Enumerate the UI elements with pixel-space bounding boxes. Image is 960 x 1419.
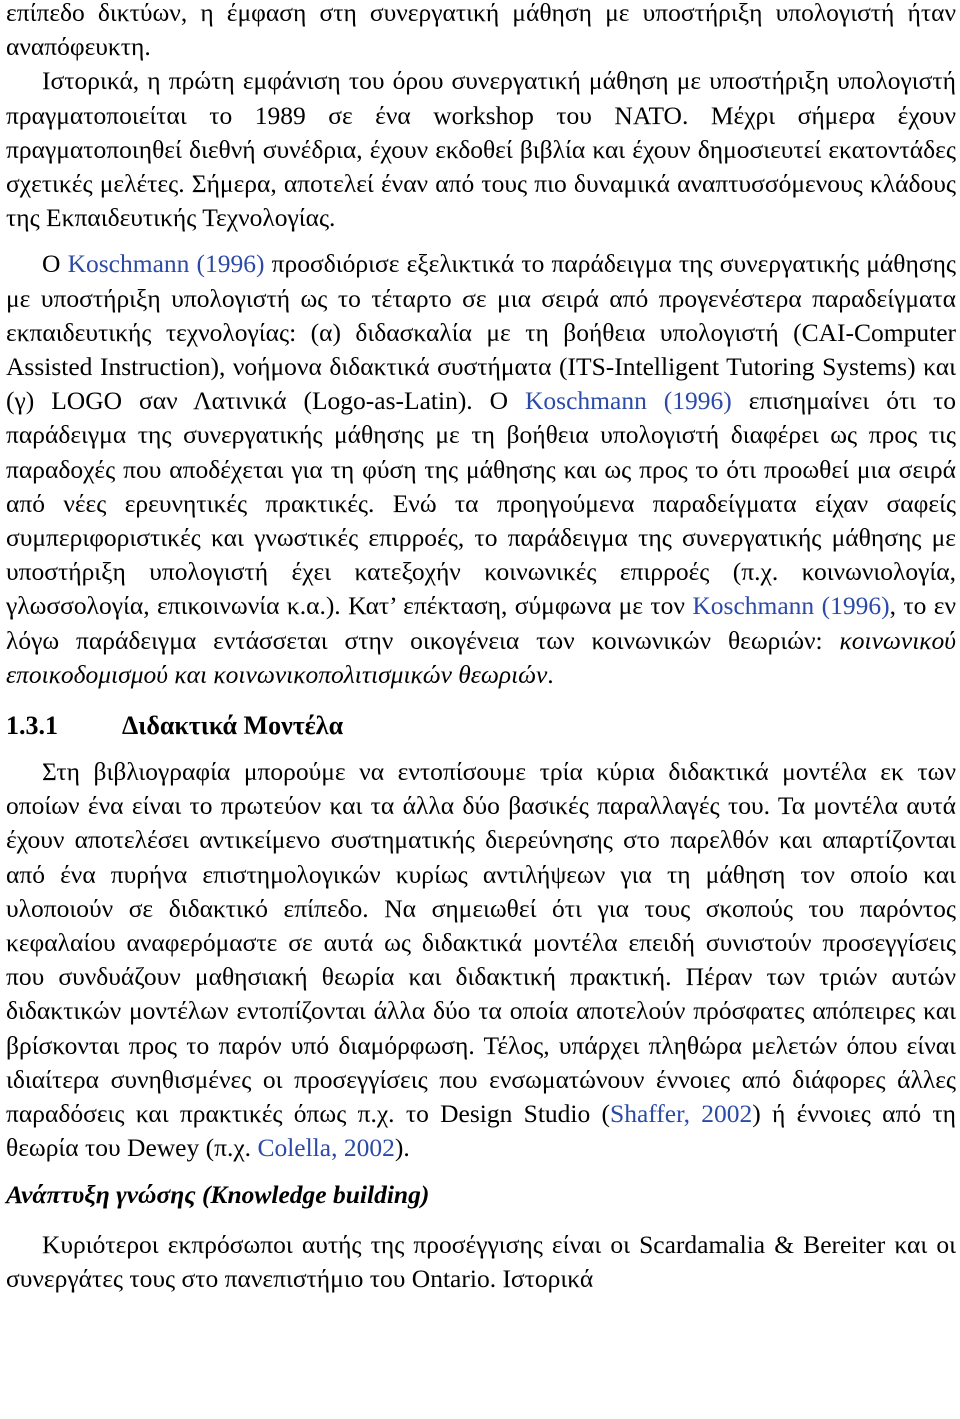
section-heading xyxy=(6,709,956,755)
emphasized-text: κοινωνικού εποικοδομισμού και κοινωνικοπολιτισμικών θεωριών xyxy=(6,625,956,689)
paragraph-continuation: επίπεδο δικτύων, η έμφαση στη συνεργατική μάθηση με υποστήριξη υπολογιστή ήταν αναπόφευκτη. xyxy=(6,0,956,62)
paragraph-history: Ιστορικά, η πρώτη εμφάνιση του όρου συνεργατική μάθηση με υποστήριξη υπολογιστή πραγματοποιείται το 1989 σε ένα workshop του ΝΑΤΟ. Μέχρι σήμερα έχουν πραγματοποιηθεί διεθνή συνέδρια, έχουν εκδοθεί βιβλία και έχουν δημοσιευτεί εκατοντάδες σχετικές μελέτες. Σήμερα, αποτελεί έναν από τους πιο δυναμικά αναπτυσσόμενους κλάδους της Εκπαιδευτικής Τεχνολογίας. xyxy=(6,66,956,233)
paragraph-koschmann xyxy=(6,247,956,692)
text-run: προσδιόρισε εξελικτικά το παράδειγμα της συνεργατικής μάθησης με υποστήριξη υπολογιστή ως το τέταρτο σε μια σειρά από προγενέστερα παραδείγματα εκπαιδευτικής τεχνολογίας: (α) διδασκαλία με τη βοήθεια υπολογιστή (CAI-Computer Assisted Instruction), νοήμονα διδακτικά συστήματα (ITS-Intelligent Tutoring Systems) και (γ) LOGO σαν Λατινικά (Logo-as-Latin). Ο xyxy=(6,249,956,416)
text-run: , το εν λόγω παράδειγμα εντάσσεται στην οικογένεια των κοινωνικών θεωριών: xyxy=(6,591,956,655)
citation-link[interactable]: Shaffer, 2002 xyxy=(610,1099,753,1129)
paragraph-models xyxy=(6,755,956,1165)
text-run: ). xyxy=(394,1133,410,1163)
text-run: επισημαίνει ότι το παράδειγμα της συνεργατικής μάθησης με τη βοήθεια υπολογιστή διαφέρει ως προς τις παραδοχές που αποδέχεται για τη φύση της μάθησης και ως προς το ότι προωθεί μια σειρά από νέες ερευνητικές πρακτικές. Ενώ τα προηγούμενα παραδείγματα είχαν σαφείς συμπεριφοριστικές και γνωστικές επιρροές, το παράδειγμα της συνεργατικής μάθησης με υποστήριξη υπολογιστή έχει κατεξοχήν κοινωνικές επιρροές (π.χ. κοινωνιολογία, γλωσσολογία, επικοινωνία κ.α.). Κατ’ επέκταση, σύμφωνα με τον xyxy=(6,386,956,621)
text-run: . xyxy=(547,659,554,689)
paragraph-knowledge-building: Κυριότεροι εκπρόσωποι αυτής της προσέγγισης είναι οι Scardamalia & Bereiter και οι συνεργάτες τους στο πανεπιστήμιο του Ontario. Ιστορικά xyxy=(6,1229,956,1293)
citation-link[interactable]: Koschmann (1996) xyxy=(67,249,265,279)
text-run: ) ή έννοιες από τη θεωρία του Dewey (π.χ. xyxy=(6,1099,957,1163)
citation-link[interactable]: Colella, 2002 xyxy=(257,1133,395,1163)
citation-link[interactable]: Koschmann (1996) xyxy=(525,386,732,416)
text-run: Στη βιβλιογραφία μπορούμε να εντοπίσουμε τρία κύρια διδακτικά μοντέλα εκ των οποίων ένα είναι το πρωτεύον και τα άλλα δύο βασικές παραλλαγές του. Τα μοντέλα αυτά έχουν αποτελέσει αντικείμενο συστηματικής διερεύνησης στο παρελθόν και απαρτίζονται από ένα πυρήνα επιστημολογικών κυρίως αντιλήψεων για τη μάθηση τον οποίο και υλοποιούν σε διδακτικό επίπεδο. Να σημειωθεί ότι για τους σκοπούς του παρόντος κεφαλαίου αναφερόμαστε σε αυτά ως διδακτικά μοντέλα επειδή συνιστούν προσεγγίσεις που συνδυάζουν μαθησιακή θεωρία και διδακτική πρακτική. Πέραν των τριών αυτών διδακτικών μοντέλων εντοπίζονται άλλα δύο τα οποία αποτελούν πρόσφατες απόπειρες και βρίσκονται προς το παρόν υπό διαμόρφωση. Τέλος, υπάρχει πληθώρα μελετών όπου είναι ιδιαίτερα συνηθισμένες οι προσεγγίσεις που ενσωματώνουν έννοιες από διάφορες άλλες παραδόσεις και πρακτικές όπως π.χ. το Design Studio ( xyxy=(6,757,956,1129)
section-title: Διδακτικά Μοντέλα xyxy=(122,711,344,741)
text-run: Ο xyxy=(42,249,68,279)
citation-link[interactable]: Koschmann (1996) xyxy=(692,591,890,621)
document-page xyxy=(6,0,956,1296)
subheading: Ανάπτυξη γνώσης (Knowledge building) xyxy=(6,1179,430,1209)
section-number: 1.3.1 xyxy=(6,711,58,741)
